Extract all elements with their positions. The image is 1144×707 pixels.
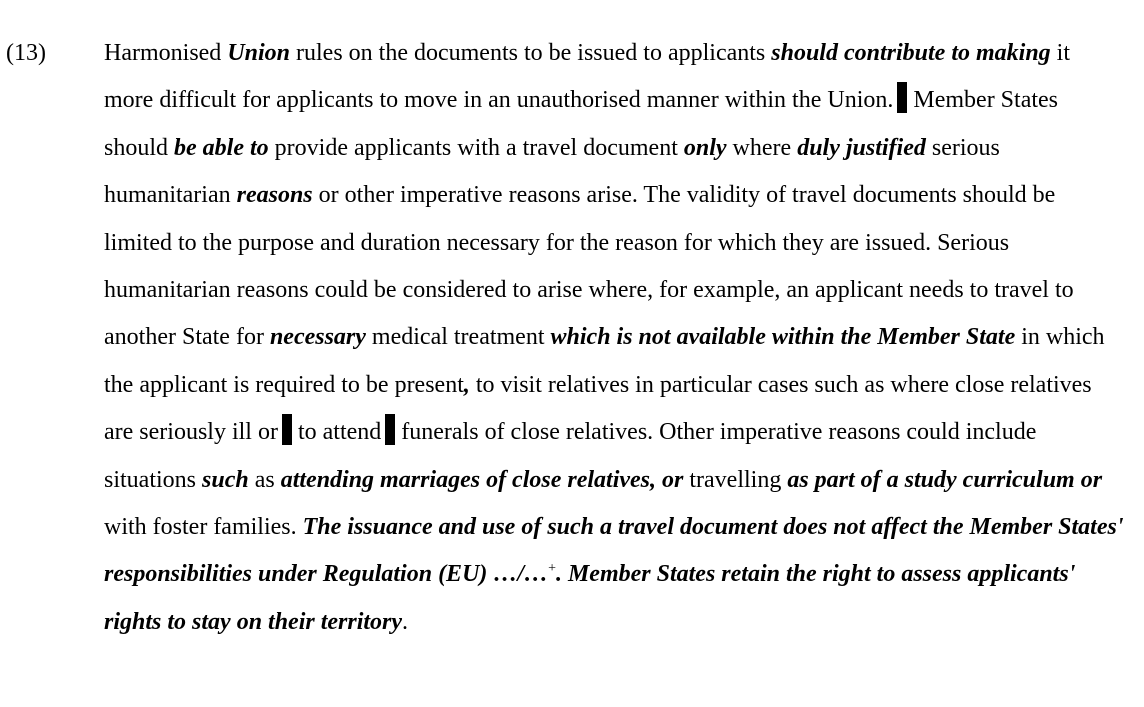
text-segment: provide applicants with a travel document	[268, 134, 684, 161]
text-segment: with foster families.	[104, 514, 303, 541]
text-segment: serious humanitarian	[104, 134, 1000, 209]
deletion-marker	[385, 414, 395, 445]
text-segment: Member States should	[104, 87, 1059, 161]
text-segment: medical treatment	[365, 324, 551, 351]
amended-text: should contribute to making	[771, 40, 1051, 66]
amended-text: . Member States retain the right to assess applicants' rights to stay on their territory	[104, 561, 1076, 635]
text-segment: rules on the documents to be issued to applicants	[290, 40, 772, 66]
amended-text: only	[683, 134, 727, 161]
text-segment: .	[402, 608, 409, 635]
recital-number: (13)	[6, 40, 46, 66]
amended-text: ,	[463, 371, 470, 398]
text-segment: travelling	[683, 466, 788, 493]
text-segment: to visit relatives in particular cases such as where close relatives are seriously ill or	[104, 371, 1092, 446]
footnote-reference: +	[548, 561, 556, 577]
amended-text: which is not available within the Member State	[550, 324, 1016, 351]
text-segment: funerals of close relatives. Other imperative reasons could include situations	[104, 419, 1037, 493]
recital-body-text	[104, 30, 1124, 646]
text-segment: where	[726, 134, 798, 161]
amended-text: The issuance and use of such a travel document does not affect the Member States' responsibilities under Regulation (EU) …/…	[104, 514, 1124, 588]
text-segment: or other imperative reasons arise. The validity of travel documents should be limited to the purpose and duration necessary for the reason for which they are issued. Serious humanitarian reasons could be considered to arise where, for example, an applicant needs to travel to another State for	[104, 182, 1074, 351]
text-segment: as	[248, 466, 281, 493]
text-segment: Harmonised	[104, 40, 228, 66]
amended-text: be able to	[174, 134, 269, 161]
amended-text: necessary	[269, 324, 366, 351]
amended-text: attending marriages of close relatives, or	[280, 466, 684, 493]
text-segment: it more difficult for applicants to move in an unauthorised manner within the Union.	[104, 40, 1071, 114]
amended-text: as part of a study curriculum or	[787, 466, 1103, 493]
amended-text: such	[202, 466, 249, 493]
amended-text: duly justified	[797, 134, 926, 161]
text-segment: to attend	[297, 419, 382, 446]
amended-text: Union	[227, 40, 291, 66]
amended-text: reasons	[236, 182, 313, 209]
deletion-marker	[282, 414, 292, 445]
deletion-marker	[897, 82, 907, 113]
text-segment: in which the applicant is required to be present	[104, 324, 1105, 398]
